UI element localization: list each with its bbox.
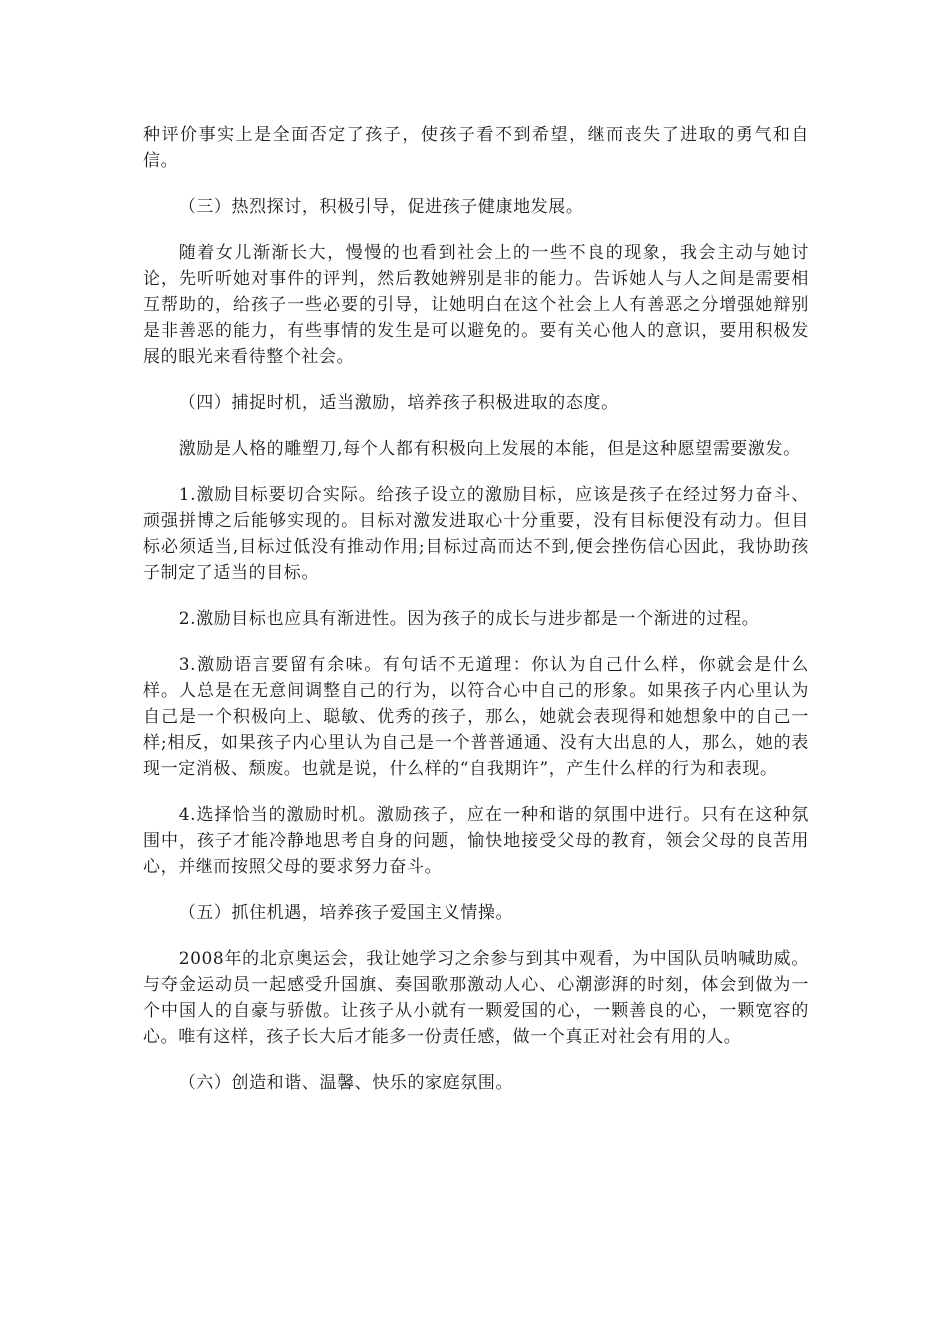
paragraph-point-3: 3.激励语言要留有余味。有句话不无道理：你认为自己什么样，你就会是什么样。人总是在无意间调整自己的行为，以符合心中自己的形象。如果孩子内心里认为自己是一个积极向上、聪敏、优秀的孩子，那么，她就会表现得和她想象中的自己一样;相反，如果孩子内心里认为自己是一个普普通通、没有大出息的人，那么，她的表现一定消极、颓废。也就是说，什么样的“自我期许”，产生什么样的行为和表现。 xyxy=(143,655,809,779)
paragraph-motivation-intro: 激励是人格的雕塑刀,每个人都有积极向上发展的本能，但是这种愿望需要激发。 xyxy=(178,439,801,459)
paragraph-point-2: 2.激励目标也应具有渐进性。因为孩子的成长与进步都是一个渐进的过程。 xyxy=(178,609,760,629)
paragraph-point-1: 1.激励目标要切合实际。给孩子设立的激励目标，应该是孩子在经过努力奋斗、顽强拼博之后能够实现的。目标对激发进取心十分重要，没有目标便没有动力。但目标必须适当,目标过低没有推动作用;目标过高而达不到,便会挫伤信心因此，我协助孩子制定了适当的目标。 xyxy=(143,485,809,583)
section-heading-4: （四）捕捉时机，适当激励，培养孩子积极进取的态度。 xyxy=(178,393,619,413)
paragraph-continuation: 种评价事实上是全面否定了孩子，使孩子看不到希望，继而丧失了进取的勇气和自信。 xyxy=(143,125,809,171)
section-heading-5: （五）抓住机遇，培养孩子爱国主义情操。 xyxy=(178,903,514,923)
paragraph-discussion: 随着女儿渐渐长大，慢慢的也看到社会上的一些不良的现象，我会主动与她讨论，先听听她对事件的评判，然后教她辨别是非的能力。告诉她人与人之间是需要相互帮助的，给孩子一些必要的引导，让她明白在这个社会上人有善恶之分增强她辩别是非善恶的能力，有些事情的发生是可以避免的。要有关心他人的意识，要用积极发展的眼光来看待整个社会。 xyxy=(143,243,809,367)
section-heading-6: （六）创造和谐、温馨、快乐的家庭氛围。 xyxy=(178,1073,514,1093)
paragraph-point-4: 4.选择恰当的激励时机。激励孩子，应在一种和谐的氛围中进行。只有在这种氛围中，孩子才能冷静地思考自身的问题，愉快地接受父母的教育，领会父母的良苦用心，并继而按照父母的要求努力奋斗。 xyxy=(143,805,809,877)
section-heading-3: （三）热烈探讨，积极引导，促进孩子健康地发展。 xyxy=(178,197,584,217)
document-body xyxy=(143,122,809,1116)
paragraph-olympics: 2008年的北京奥运会，我让她学习之余参与到其中观看，为中国队员呐喊助威。与夺金运动员一起感受升国旗、奏国歌那激动人心、心潮澎湃的时刻，体会到做为一个中国人的自豪与骄傲。让孩子从小就有一颗爱国的心，一颗善良的心，一颗宽容的心。唯有这样，孩子长大后才能多一份责任感，做一个真正对社会有用的人。 xyxy=(143,949,809,1047)
